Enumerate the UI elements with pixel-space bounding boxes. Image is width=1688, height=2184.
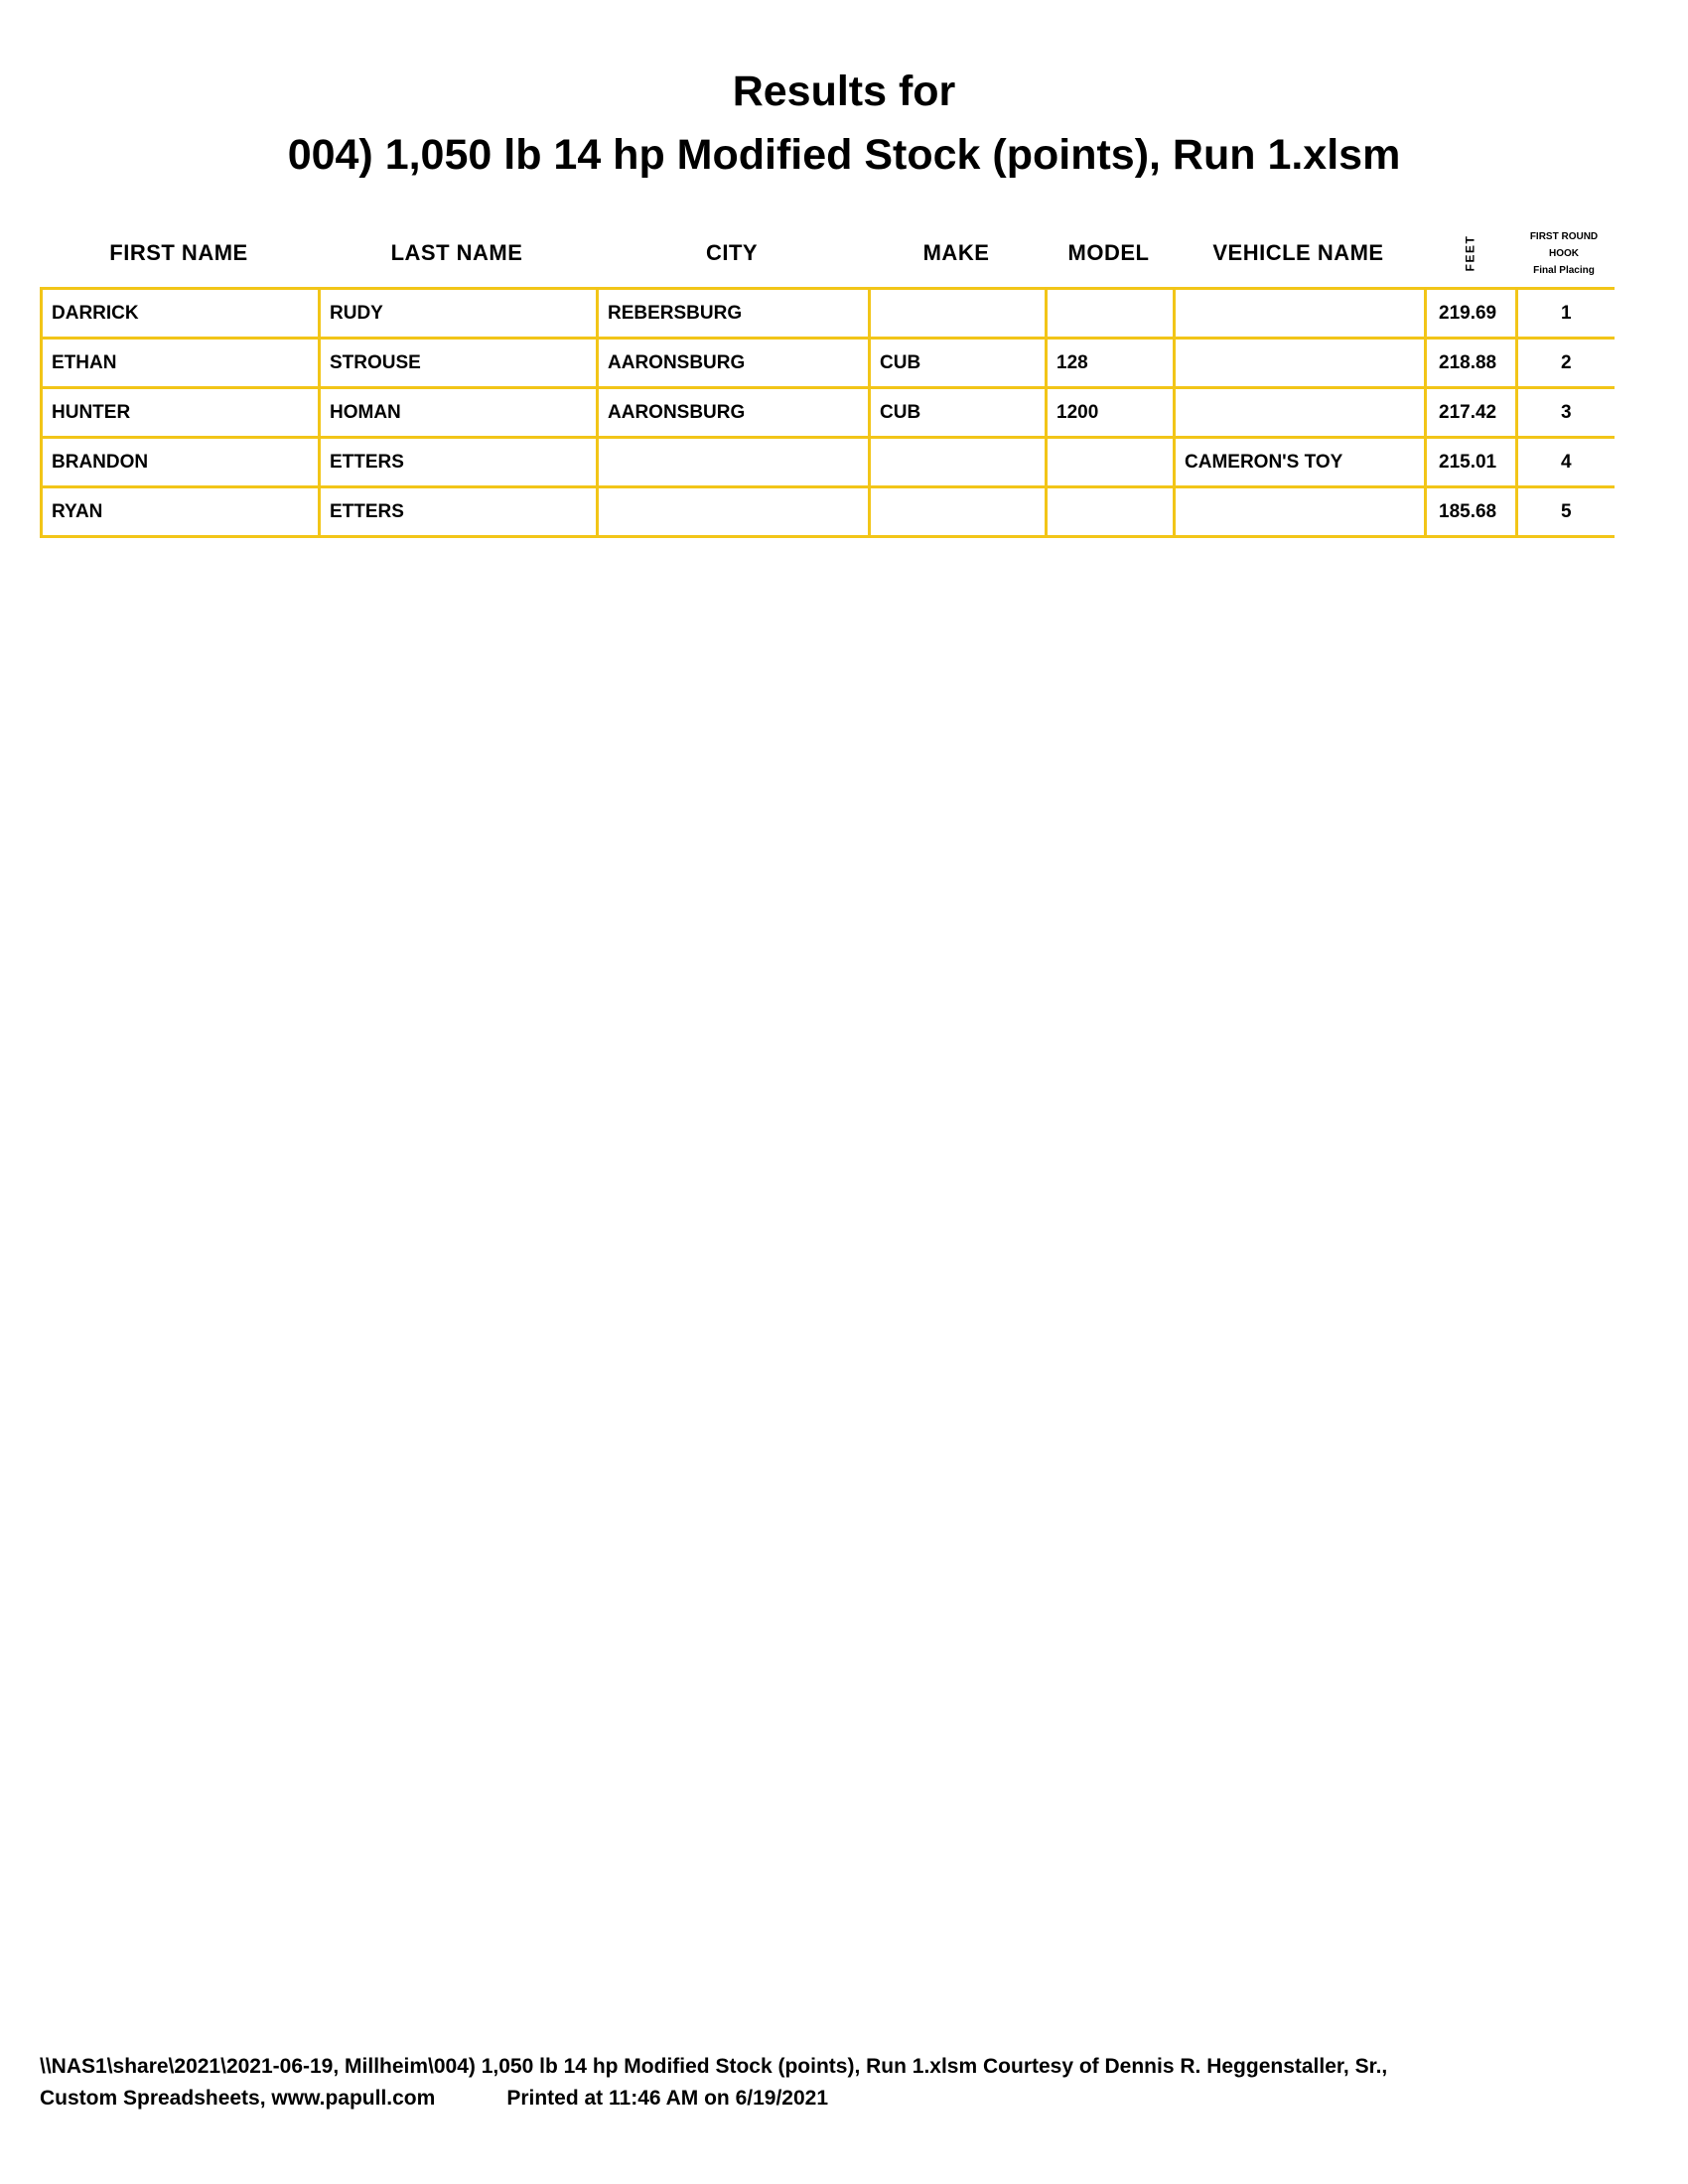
- cell-feet: 215.01: [1426, 438, 1517, 487]
- table-row: [42, 487, 1615, 537]
- cell-model: [1047, 487, 1175, 537]
- cell-city: AARONSBURG: [598, 388, 870, 438]
- header-final-placing: [1515, 220, 1613, 286]
- cell-make: [870, 438, 1047, 487]
- cell-first-name: ETHAN: [42, 339, 320, 388]
- cell-feet: 219.69: [1426, 289, 1517, 339]
- results-table: [40, 287, 1615, 538]
- cell-feet: 185.68: [1426, 487, 1517, 537]
- header-make: MAKE: [922, 240, 990, 265]
- cell-city: AARONSBURG: [598, 339, 870, 388]
- footer-printed-timestamp: Printed at 11:46 AM on 6/19/2021: [506, 2087, 829, 2110]
- cell-placing: 1: [1517, 289, 1615, 339]
- cell-model: 128: [1047, 339, 1175, 388]
- header-final-line-3: Final Placing: [1533, 264, 1595, 276]
- table-row: [42, 388, 1615, 438]
- cell-first-name: BRANDON: [42, 438, 320, 487]
- header-vehicle-name: VEHICLE NAME: [1212, 240, 1384, 265]
- cell-make: CUB: [870, 339, 1047, 388]
- header-first-name: FIRST NAME: [109, 240, 248, 265]
- table-row: [42, 438, 1615, 487]
- cell-placing: 3: [1517, 388, 1615, 438]
- cell-placing: 4: [1517, 438, 1615, 487]
- cell-model: 1200: [1047, 388, 1175, 438]
- cell-vehicle-name: [1175, 388, 1426, 438]
- report-title: Results for: [732, 68, 956, 115]
- cell-make: [870, 487, 1047, 537]
- cell-vehicle-name: CAMERON'S TOY: [1175, 438, 1426, 487]
- cell-vehicle-name: [1175, 339, 1426, 388]
- cell-vehicle-name: [1175, 289, 1426, 339]
- cell-vehicle-name: [1175, 487, 1426, 537]
- cell-feet: 217.42: [1426, 388, 1517, 438]
- cell-make: [870, 289, 1047, 339]
- cell-last-name: ETTERS: [320, 487, 598, 537]
- header-final-line-2: HOOK: [1549, 247, 1579, 259]
- cell-last-name: ETTERS: [320, 438, 598, 487]
- cell-placing: 5: [1517, 487, 1615, 537]
- header-model: MODEL: [1067, 240, 1150, 265]
- cell-last-name: STROUSE: [320, 339, 598, 388]
- report-subtitle: 004) 1,050 lb 14 hp Modified Stock (points), Run 1.xlsm: [287, 131, 1401, 179]
- footer-website: Custom Spreadsheets, www.papull.com: [40, 2087, 436, 2110]
- column-headers: [40, 220, 1613, 290]
- cell-city: REBERSBURG: [598, 289, 870, 339]
- header-city: CITY: [705, 240, 759, 265]
- header-feet: [1424, 220, 1515, 286]
- table-row: [42, 289, 1615, 339]
- footer-file-path: \\NAS1\share\2021\2021-06-19, Millheim\004) 1,050 lb 14 hp Modified Stock (points), Run 1.xlsm Courtesy of Dennis R. Heggenstaller, Sr.,: [40, 2055, 1388, 2078]
- cell-first-name: DARRICK: [42, 289, 320, 339]
- cell-feet: 218.88: [1426, 339, 1517, 388]
- cell-city: [598, 487, 870, 537]
- cell-placing: 2: [1517, 339, 1615, 388]
- header-last-name: LAST NAME: [390, 240, 523, 265]
- header-final-line-1: FIRST ROUND: [1529, 230, 1599, 242]
- header-feet-label: FEET: [1462, 234, 1477, 272]
- cell-model: [1047, 438, 1175, 487]
- table-row: [42, 339, 1615, 388]
- cell-first-name: HUNTER: [42, 388, 320, 438]
- cell-last-name: RUDY: [320, 289, 598, 339]
- cell-city: [598, 438, 870, 487]
- cell-last-name: HOMAN: [320, 388, 598, 438]
- cell-first-name: RYAN: [42, 487, 320, 537]
- footer-credits: [40, 2083, 1668, 2115]
- cell-model: [1047, 289, 1175, 339]
- cell-make: CUB: [870, 388, 1047, 438]
